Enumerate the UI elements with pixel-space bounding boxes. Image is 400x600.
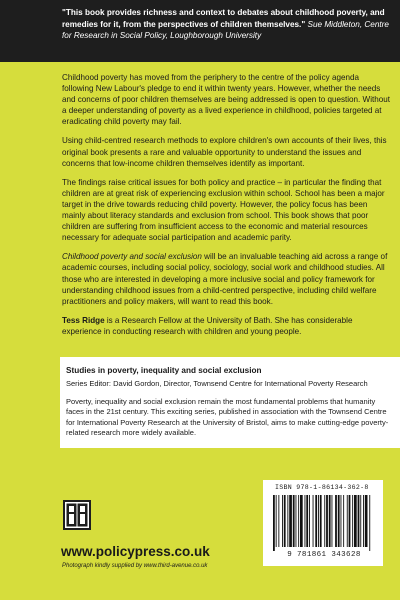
quote-text: "This book provides richness and context to debates about childhood poverty, and remedies for it, from the perspectives of children themselves." xyxy=(62,8,385,29)
description-paragraph-4-text: will be an invaluable teaching aid across a range of academic courses, including social policy, sociology, social work and childhood studies. All those who are interested in developing a more inclusive social and policy framework for understanding childhood issues from a child-centred perspective, including child welfare practitioners and policy makers, will want to read this book. xyxy=(62,252,388,306)
isbn-label: ISBN 978-1-86134-362-8 xyxy=(275,484,369,491)
author-bio xyxy=(62,315,392,337)
barcode-icon xyxy=(271,495,375,551)
description-paragraph-3: The findings raise critical issues for both policy and practice – in particular the finding that children are at great risk of experiencing exclusion within school. School has been a major target in the drive towards reducing child poverty. However, the policy focus has been mainly about literacy standards and exclusion from school. This book shows that poor children are suffering from insufficient access to the economic and material resources necessary for adequate social participation and academic parity. xyxy=(62,177,385,243)
endorsement-quote xyxy=(62,7,392,42)
series-info-box xyxy=(60,357,400,448)
book-title: Childhood poverty and social exclusion xyxy=(62,252,202,262)
publisher-website-link[interactable]: www.policypress.co.uk xyxy=(61,544,210,559)
series-description: Poverty, inequality and social exclusion remain the most fundamental problems that humanity faces in the 21st century. This exciting series, published in association with the Townsend Centre for International Poverty Research at the University of Bristol, aims to make cutting-edge poverty-related research more widely available. xyxy=(66,397,389,438)
author-bio-text: is a Research Fellow at the University of Bath. She has considerable experience in conducting research with children and young people. xyxy=(62,315,353,336)
description-paragraph-2: Using child-centred research methods to explore children's own accounts of their lives, this original book presents a rare and valuable opportunity to understand the issues and concerns that low-income children themselves identify as important. xyxy=(62,136,387,168)
book-description xyxy=(62,72,392,345)
isbn-barcode xyxy=(263,480,383,566)
photo-credit: Photograph kindly supplied by www.third-avenue.co.uk xyxy=(62,563,208,569)
description-paragraph-1: Childhood poverty has moved from the periphery to the centre of the policy agenda following New Labour's pledge to end it within twenty years. However, whether the needs and concerns of poor children themselves are being addressed is open to question. Without a deeper understanding of poverty as a lived experience in childhood, policies targeted at eradicating child poverty may fail. xyxy=(62,73,390,127)
description-paragraph-4 xyxy=(62,251,392,306)
series-title: Studies in poverty, inequality and social exclusion xyxy=(66,366,262,375)
series-editor: Series Editor: David Gordon, Director, Townsend Centre for International Poverty Research xyxy=(66,379,368,388)
barcode-digits: 9 781861 343628 xyxy=(287,551,361,559)
policy-press-logo xyxy=(63,500,91,530)
author-name: Tess Ridge xyxy=(62,315,105,325)
quote-source: Sue Middleton, Centre for Research in Social Policy, Loughborough University xyxy=(62,19,389,40)
endorsement-quote-box xyxy=(0,0,400,62)
